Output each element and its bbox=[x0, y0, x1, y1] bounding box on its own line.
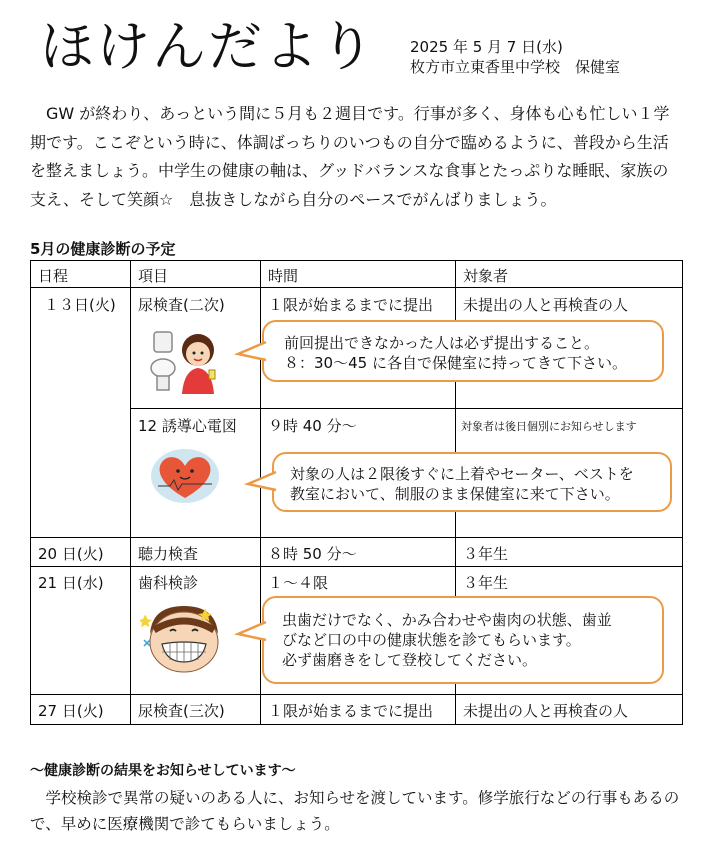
urine-note-line2: ８：30～45 に各自で保健室に持ってきて下さい。 bbox=[284, 354, 627, 372]
row1-target: 未提出の人と再検査の人 bbox=[463, 296, 629, 314]
row1-time: １限が始まるまでに提出 bbox=[268, 296, 434, 314]
dental-note-line1: 虫歯だけでなく、かみ合わせや歯肉の状態、歯並 bbox=[282, 611, 612, 629]
row1-item: 尿検査(二次) bbox=[138, 296, 225, 314]
row3-date: 20 日(火) bbox=[38, 545, 104, 563]
row3-time: ８時 50 分～ bbox=[268, 545, 357, 563]
dental-note-bubble bbox=[262, 596, 664, 684]
row5-time: １限が始まるまでに提出 bbox=[268, 702, 434, 720]
ecg-note-line1: 対象の人は２限後すぐに上着やセーター、ベストを bbox=[290, 465, 634, 483]
header-time: 時間 bbox=[268, 267, 299, 285]
row5-target: 未提出の人と再検査の人 bbox=[463, 702, 629, 720]
dental-note-line2: びなど口の中の健康状態を診てもらいます。 bbox=[282, 631, 581, 649]
header-item: 項目 bbox=[138, 267, 169, 285]
smile-teeth-illustration bbox=[140, 600, 228, 676]
intro-paragraph: GW が終わり、あっという間に５月も２週目です。行事が多く、身体も心も忙しい１学期です。ここぞという時に、体調ばっちりのいつもの自分で臨めるように、普段から生活を整えましょう。中学生の健康の軸は、グッドバランスな食事とたっぷりな睡眠、家族の支え、そして笑顔☆ 息抜きしながら自分のペースでがんばりましょう。 bbox=[30, 104, 670, 209]
urine-test-illustration bbox=[146, 326, 226, 394]
row2-time: ９時 40 分～ bbox=[268, 417, 357, 435]
school-name: 枚方市立東香里中学校 保健室 bbox=[410, 58, 621, 76]
row2-target: 対象者は後日個別にお知らせします bbox=[461, 420, 637, 433]
header-date: 日程 bbox=[38, 267, 69, 285]
row4-time: １～４限 bbox=[268, 574, 329, 592]
urine-note-bubble bbox=[262, 320, 664, 382]
urine-note-line1: 前回提出できなかった人は必ず提出すること。 bbox=[284, 334, 600, 352]
schedule-title: 5月の健康診断の予定 bbox=[30, 240, 176, 258]
page-title: ほけんだより bbox=[40, 15, 376, 78]
row4-date: 21 日(水) bbox=[38, 574, 104, 592]
row3-item: 聴力検査 bbox=[138, 545, 199, 563]
row1-date: １３日(火) bbox=[44, 296, 116, 314]
row5-item: 尿検査(三次) bbox=[138, 702, 225, 720]
header-target: 対象者 bbox=[463, 267, 509, 285]
results-paragraph: 学校検診で異常の疑いのある人に、お知らせを渡しています。修学旅行などの行事もあるので、早めに医療機関で診てもらいましょう。 bbox=[30, 789, 680, 833]
row3-target: ３年生 bbox=[463, 545, 509, 563]
heart-icon bbox=[150, 446, 220, 504]
row5-date: 27 日(火) bbox=[38, 702, 104, 720]
ecg-note-line2: 教室において、制服のまま保健室に来て下さい。 bbox=[290, 485, 620, 503]
ecg-note-bubble bbox=[272, 452, 672, 512]
dental-note-line3: 必ず歯磨きをして登校してください。 bbox=[282, 651, 538, 669]
row2-item: 12 誘導心電図 bbox=[138, 417, 237, 435]
row4-target: ３年生 bbox=[463, 574, 509, 592]
issue-date: 2025 年 5 月 7 日(水) bbox=[410, 38, 563, 56]
results-heading: ～健康診断の結果をお知らせしています～ bbox=[30, 763, 296, 779]
row4-item: 歯科検診 bbox=[138, 574, 199, 592]
